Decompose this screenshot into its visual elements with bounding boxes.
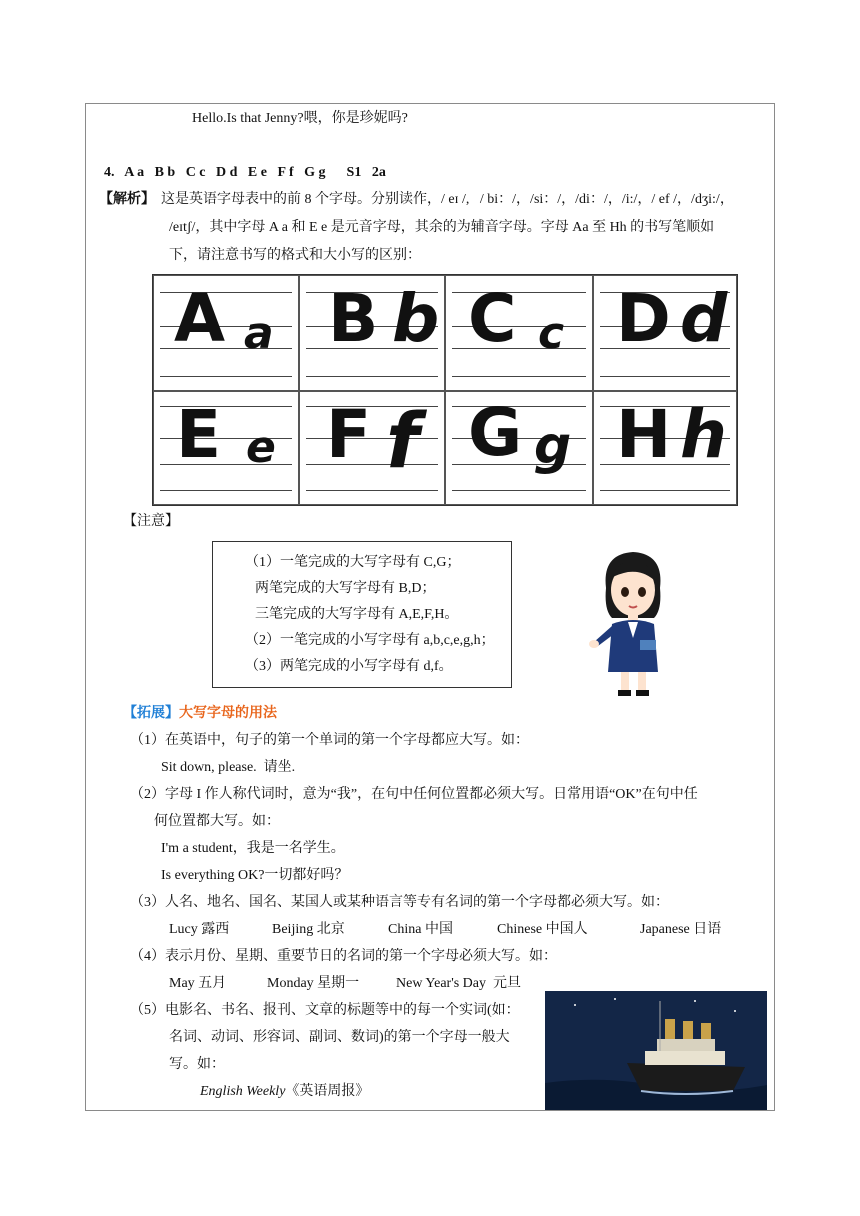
analysis-line-1: 这是英语字母表中的前 8 个字母。分别读作，/ eɪ /, / bi：/，/si：/，/di：/，/i:/，/ ef /，/dʒi:/， — [161, 192, 734, 207]
rule-3-example: Chinese 中国人 — [497, 922, 588, 937]
uppercase-letter: A — [174, 280, 226, 357]
rule-3-example: China 中国 — [388, 922, 453, 937]
lowercase-letter: g — [534, 416, 572, 476]
lowercase-letter: d — [680, 280, 728, 357]
lowercase-letter: b — [392, 280, 440, 357]
note-line: 三笔完成的大写字母有 A,E,F,H。 — [255, 607, 459, 622]
extension-title: 大写字母的用法 — [179, 706, 277, 721]
letter-cell-a — [153, 275, 299, 391]
rule-5-line-3: 写。如： — [169, 1057, 225, 1072]
letter-cell-c — [445, 275, 593, 391]
letter-cell-h — [593, 391, 737, 505]
rule-2-line-2: 何位置都大写。如： — [154, 814, 280, 829]
rule-2-line-1: （2）字母 I 作人称代词时，意为“我”，在句中任何位置都必须大写。日常用语“OK”在句中任 — [130, 787, 698, 802]
uppercase-letter: E — [176, 396, 222, 473]
analysis-tag: 【解析】 — [99, 192, 155, 207]
uppercase-letter: G — [468, 394, 523, 471]
uppercase-letter: D — [616, 280, 671, 357]
letter-cell-g — [445, 391, 593, 505]
question-4-heading: 4. A a B b C c D d E e F f G g S1 2a — [104, 165, 386, 180]
ship-illustration — [545, 991, 767, 1110]
uppercase-letter: H — [616, 396, 672, 473]
lowercase-letter: f — [386, 396, 420, 485]
rule-5-example-en: English Weekly — [200, 1084, 286, 1099]
note-tag: 【注意】 — [123, 514, 179, 529]
uppercase-letter: F — [326, 396, 372, 473]
rule-1-example: Sit down, please. 请坐. — [161, 760, 296, 775]
teacher-cartoon-image — [588, 548, 678, 698]
rule-5-line-2: 名词、动词、形容词、副词、数词)的第一个字母一般大 — [169, 1030, 510, 1045]
note-line: （3）两笔完成的小写字母有 d,f。 — [245, 659, 453, 674]
note-line: （2）一笔完成的小写字母有 a,b,c,e,g,h； — [245, 633, 495, 648]
dialog-line: Hello.Is that Jenny?喂，你是珍妮吗? — [192, 111, 408, 126]
analysis-line-3: 下，请注意书写的格式和大小写的区别： — [169, 248, 421, 263]
rule-4-example: Monday 星期一 — [267, 976, 360, 991]
extension-tag: 【拓展】 — [123, 706, 179, 721]
letter-cell-e — [153, 391, 299, 505]
rule-3-example: Lucy 露西 — [169, 922, 230, 937]
note-line: 两笔完成的大写字母有 B,D； — [255, 581, 436, 596]
rule-5-line-1: （5）电影名、书名、报刊、文章的标题等中的每一个实词(如： — [130, 1003, 520, 1018]
note-line: （1）一笔完成的大写字母有 C,G； — [245, 555, 461, 570]
note-box — [212, 541, 512, 688]
lowercase-letter: c — [538, 308, 565, 359]
rule-5-example — [200, 1082, 369, 1102]
lowercase-letter: a — [244, 308, 274, 359]
extension-heading — [123, 704, 277, 724]
lowercase-letter: e — [246, 422, 276, 473]
lowercase-letter: h — [680, 396, 727, 473]
letter-writing-grid — [152, 274, 738, 506]
letter-cell-f — [299, 391, 445, 505]
letter-cell-b — [299, 275, 445, 391]
uppercase-letter: B — [328, 280, 379, 357]
letter-cell-d — [593, 275, 737, 391]
uppercase-letter: C — [468, 280, 517, 357]
rule-2-example-2: Is everything OK?一切都好吗？ — [161, 868, 349, 883]
rule-1: （1）在英语中，句子的第一个单词的第一个字母都应大写。如： — [130, 733, 529, 748]
rule-4: （4）表示月份、星期、重要节日的名词的第一个字母必须大写。如： — [130, 949, 557, 964]
rule-4-example: May 五月 — [169, 976, 227, 991]
rule-3: （3）人名、地名、国名、某国人或某种语言等专有名词的第一个字母都必须大写。如： — [130, 895, 669, 910]
rule-4-example: New Year's Day 元旦 — [396, 976, 522, 991]
rule-3-example: Japanese 日语 — [640, 922, 722, 937]
rule-5-example-cn: 《英语周报》 — [285, 1084, 370, 1099]
rule-3-example: Beijing 北京 — [272, 922, 345, 937]
analysis-line-2: /eɪtʃ/，其中字母 A a 和 E e 是元音字母，其余的为辅音字母。字母 Aa 至 Hh 的书写笔顺如 — [169, 220, 715, 235]
rule-2-example-1: I'm a student，我是一名学生。 — [161, 841, 345, 856]
